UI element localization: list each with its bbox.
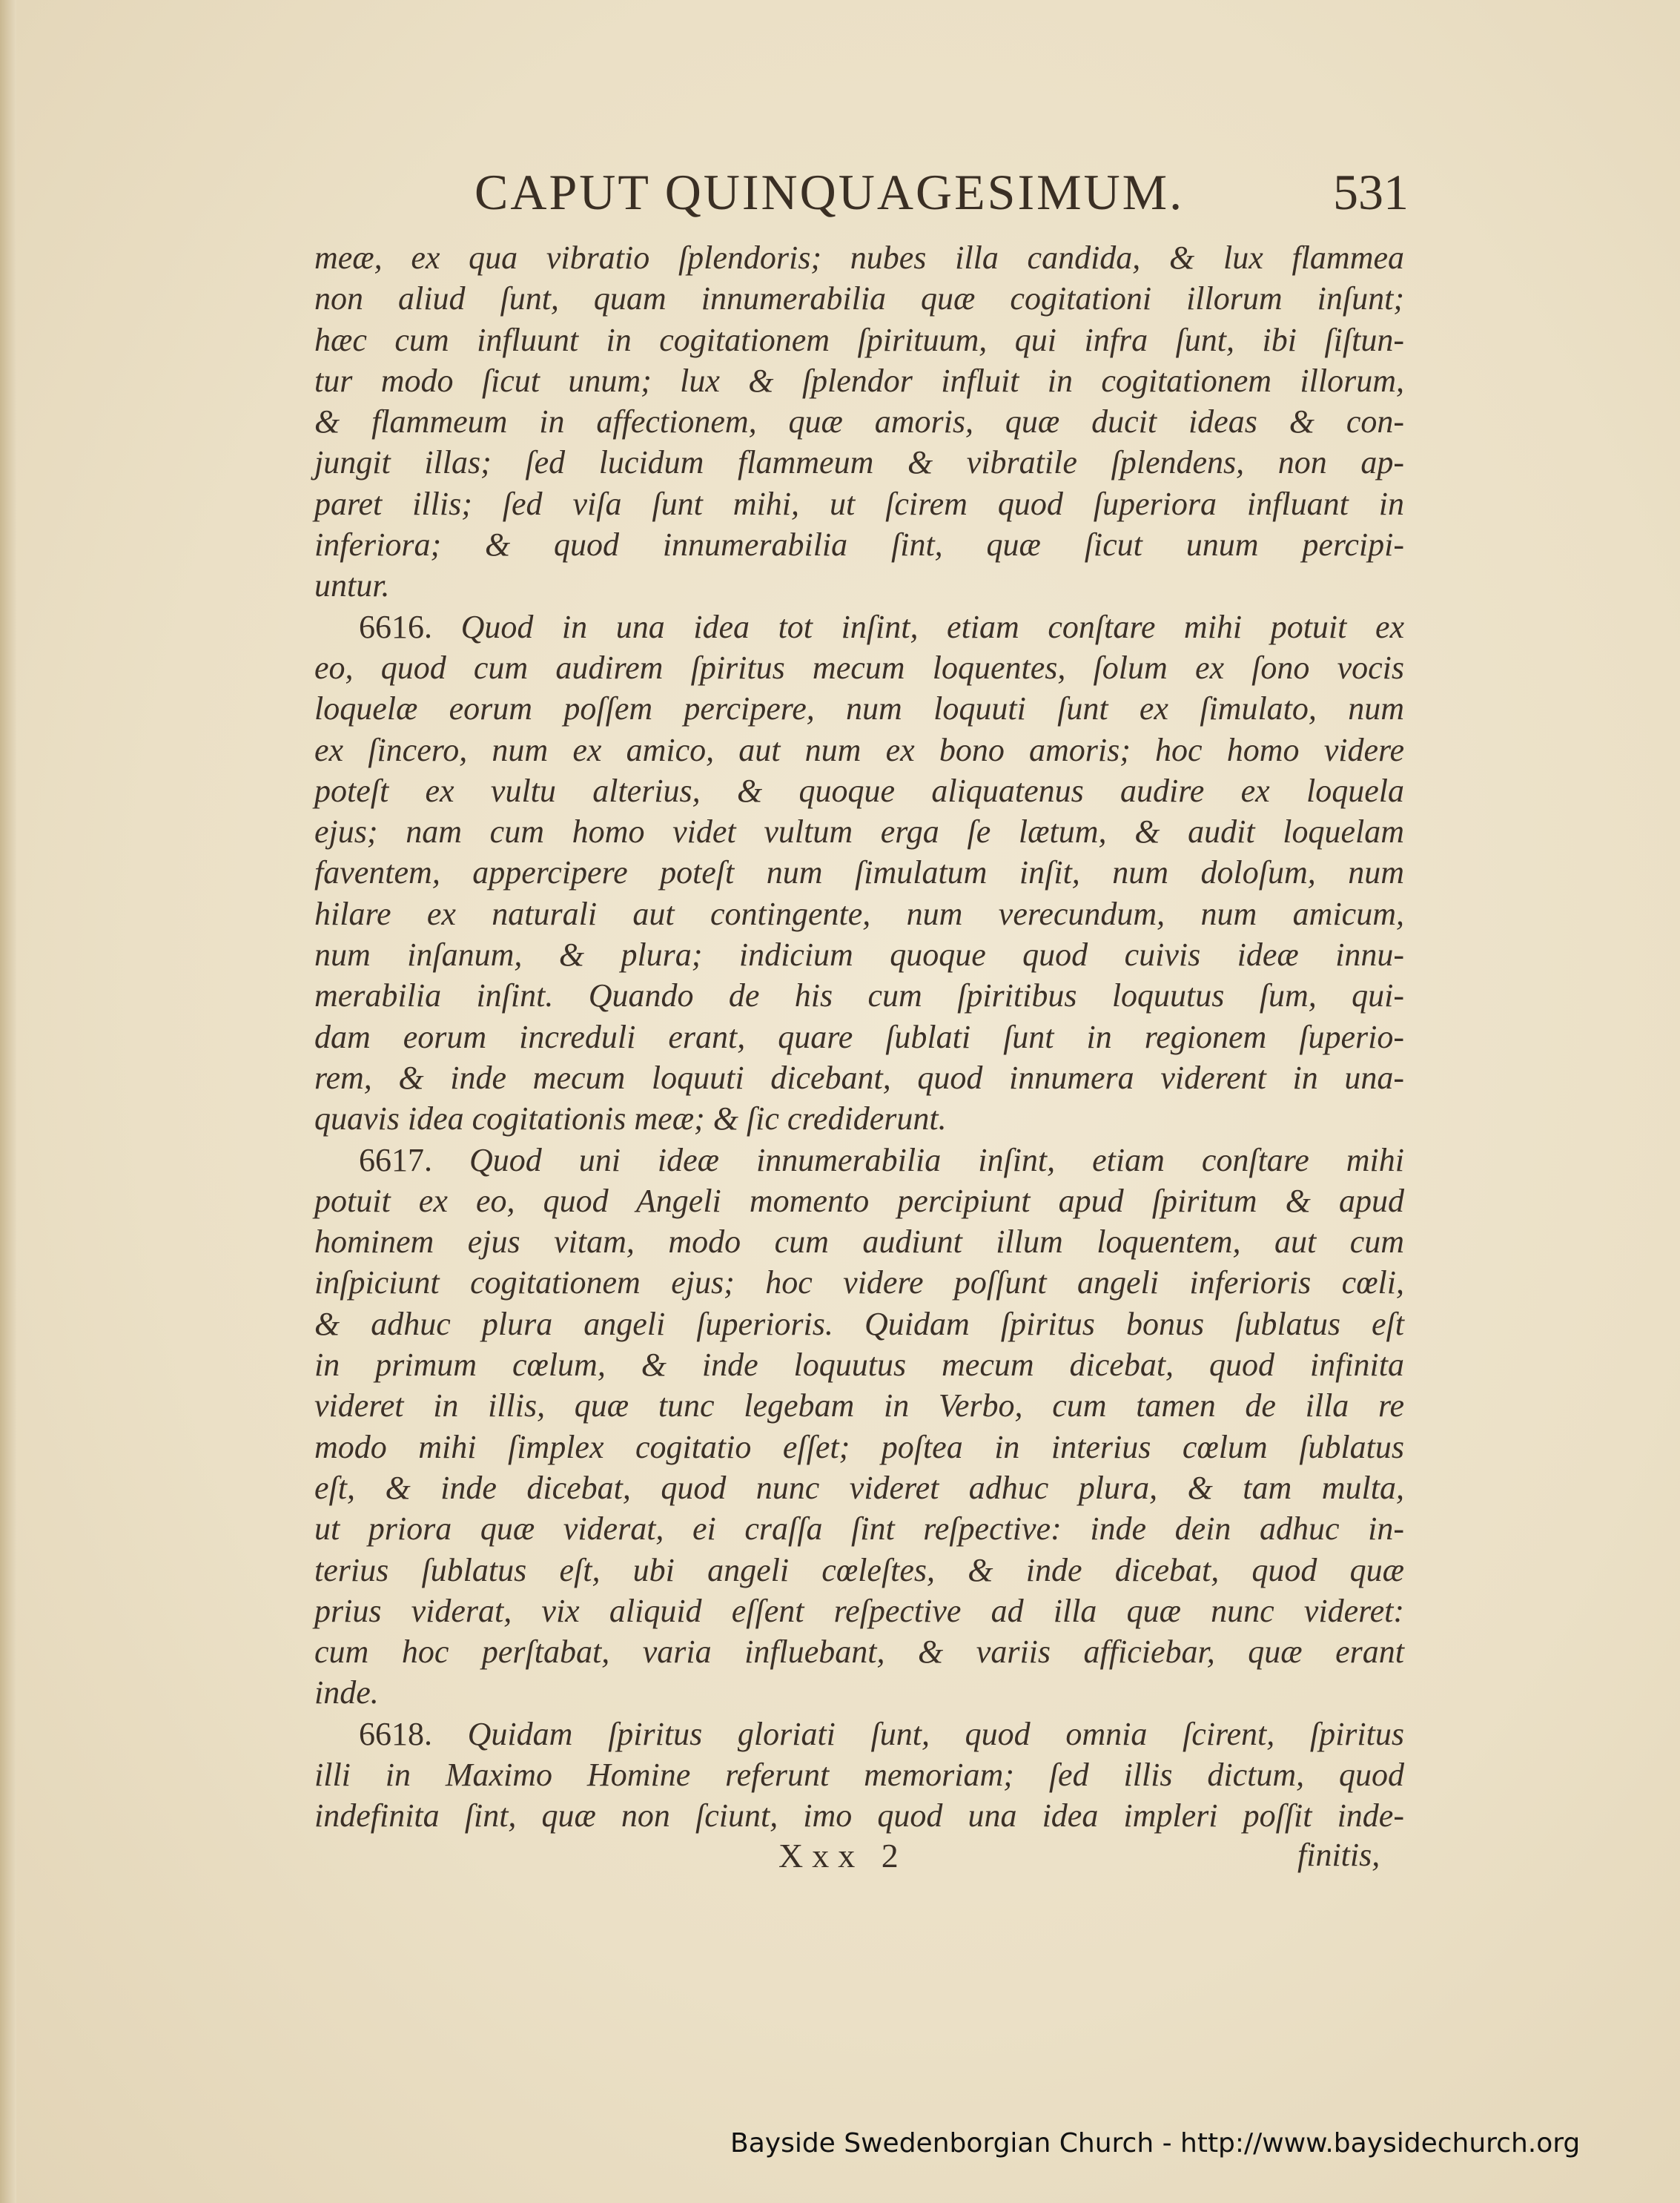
text-line	[314, 1754, 1404, 1795]
text-line	[314, 278, 1404, 319]
line-text: quavis idea cogitationis meæ; & ſic crediderunt.	[314, 1100, 947, 1137]
text-line	[314, 1262, 1404, 1303]
text-line	[314, 320, 1404, 360]
line-text: merabilia inſint. Quando de his cum ſpiritibus loquutus ſum, qui-	[314, 977, 1404, 1014]
line-text: potuit ex eo, quod Angeli momento percipiunt apud ſpiritum & apud	[314, 1182, 1404, 1219]
paragraph-start-line	[314, 1140, 1404, 1180]
text-line	[314, 1304, 1404, 1344]
text-line	[314, 1591, 1404, 1631]
running-head	[474, 163, 1423, 222]
text-line	[314, 360, 1404, 401]
text-line	[314, 688, 1404, 729]
line-text: untur.	[314, 567, 390, 604]
watermark-text: Bayside Swedenborgian Church - http://www.baysidechurch.org	[730, 2128, 1581, 2159]
line-text: num inſanum, & plura; indicium quoque quod cuivis ideæ innu-	[314, 937, 1404, 974]
line-text: inferiora; & quod innumerabilia ſint, quæ ſicut unum percipi-	[314, 526, 1404, 564]
line-text: loquelæ eorum poſſem percipere, num loquuti ſunt ex ſimulato, num	[314, 690, 1404, 727]
line-text: Quod uni ideæ innumerabilia inſint, etiam conſtare mihi	[469, 1141, 1404, 1178]
line-text: ejus; nam cum homo videt vultum erga ſe lætum, & audit loquelam	[314, 813, 1404, 851]
text-line	[314, 1550, 1404, 1591]
paragraph-number: 6617.	[359, 1141, 432, 1178]
line-text: prius viderat, vix aliquid eſſent reſpective ad illa quæ nunc videret:	[314, 1592, 1404, 1629]
text-line	[314, 1344, 1404, 1385]
paragraph-start-line	[314, 1714, 1404, 1754]
line-text: poteſt ex vultu alterius, & quoque aliquatenus audire ex loquela	[314, 772, 1404, 809]
text-line	[314, 483, 1404, 524]
line-text: faventem, appercipere poteſt num ſimulatum inſit, num doloſum, num	[314, 854, 1404, 891]
text-line	[314, 1672, 1404, 1713]
text-line	[314, 1180, 1404, 1221]
line-text: terius ſublatus eſt, ubi angeli cœleſtes, & inde dicebat, quod quæ	[314, 1551, 1404, 1588]
page-number: 531	[1333, 164, 1409, 220]
signature-mark: Xxx 2	[778, 1837, 907, 1875]
text-line	[314, 237, 1404, 278]
line-text: jungit illas; ſed lucidum flammeum & vibratile ſplendens, non ap-	[314, 444, 1404, 481]
text-line	[314, 934, 1404, 975]
text-line	[314, 1508, 1404, 1549]
line-text: inde.	[314, 1674, 379, 1711]
page-gutter-shadow	[0, 0, 16, 2203]
paragraph-number: 6616.	[359, 608, 432, 645]
text-line	[314, 442, 1404, 483]
line-text: eo, quod cum audirem ſpiritus mecum loquentes, ſolum ex ſono vocis	[314, 649, 1404, 686]
paragraph-start-line	[314, 607, 1404, 647]
catchword: finitis,	[1297, 1837, 1380, 1873]
text-line	[314, 894, 1404, 934]
text-line	[314, 1057, 1404, 1098]
line-text: in primum cœlum, & inde loquutus mecum dicebat, quod infinita	[314, 1347, 1404, 1384]
line-text: tur modo ſicut unum; lux & ſplendor influit in cogitationem illorum,	[314, 362, 1404, 399]
body-text	[314, 237, 1404, 1837]
text-line	[314, 975, 1404, 1016]
line-text: dam eorum increduli erant, quare ſublati ſunt in regionem ſuperio-	[314, 1018, 1404, 1055]
line-text: modo mihi ſimplex cogitatio eſſet; poſtea in interius cœlum ſublatus	[314, 1428, 1404, 1465]
paragraph-number: 6618.	[359, 1715, 432, 1752]
text-line	[314, 811, 1404, 852]
line-text: & adhuc plura angeli ſuperioris. Quidam ſpiritus bonus ſublatus eſt	[314, 1305, 1404, 1342]
line-text: meæ, ex qua vibratio ſplendoris; nubes illa candida, & lux flammea	[314, 240, 1404, 276]
text-line	[314, 730, 1404, 770]
text-line	[314, 524, 1404, 565]
line-text: rem, & inde mecum loquuti dicebant, quod innumera viderent in una-	[314, 1059, 1404, 1096]
text-line	[314, 1467, 1404, 1508]
line-text: hæc cum influunt in cogitationem ſpirituum, qui infra ſunt, ibi ſiſtun-	[314, 321, 1404, 358]
line-text: hilare ex naturali aut contingente, num verecundum, num amicum,	[314, 895, 1404, 932]
line-text: non aliud ſunt, quam innumerabilia quæ cogitationi illorum inſunt;	[314, 280, 1404, 317]
line-text: hominem ejus vitam, modo cum audiunt illum loquentem, aut cum	[314, 1223, 1404, 1261]
text-line	[314, 770, 1404, 811]
text-line	[314, 852, 1404, 893]
text-line	[314, 565, 1404, 606]
line-text: Quod in una idea tot inſint, etiam conſtare mihi potuit ex	[460, 608, 1404, 645]
text-line	[314, 401, 1404, 442]
line-text: cum hoc perſtabat, varia influebant, & variis afficiebar, quæ erant	[314, 1634, 1404, 1671]
text-line	[314, 1098, 1404, 1139]
text-line	[314, 1017, 1404, 1057]
line-text: inſpiciunt cogitationem ejus; hoc videre poſſunt angeli inferioris cœli,	[314, 1264, 1404, 1301]
running-title: CAPUT QUINQUAGESIMUM.	[474, 164, 1185, 220]
line-text: videret in illis, quæ tunc legebam in Verbo, cum tamen de illa re	[314, 1387, 1404, 1424]
text-line	[314, 647, 1404, 688]
text-line	[314, 1631, 1404, 1672]
line-text: eſt, & inde dicebat, quod nunc videret adhuc plura, & tam multa,	[314, 1469, 1404, 1506]
line-text: indefinita ſint, quæ non ſciunt, imo quod una idea impleri poſſit inde-	[314, 1797, 1404, 1834]
line-text: Quidam ſpiritus gloriati ſunt, quod omnia ſcirent, ſpiritus	[467, 1715, 1404, 1752]
line-text: paret illis; ſed viſa ſunt mihi, ut ſcirem quod ſuperiora influant in	[314, 485, 1404, 522]
text-line	[314, 1385, 1404, 1426]
line-text: & flammeum in affectionem, quæ amoris, quæ ducit ideas & con-	[314, 403, 1404, 440]
text-line	[314, 1795, 1404, 1836]
text-line	[314, 1427, 1404, 1467]
line-text: ut priora quæ viderat, ei craſſa ſint reſpective: inde dein adhuc in-	[314, 1510, 1404, 1548]
text-line	[314, 1221, 1404, 1262]
line-text: ex ſincero, num ex amico, aut num ex bono amoris; hoc homo videre	[314, 731, 1404, 768]
line-text: illi in Maximo Homine referunt memoriam; ſed illis dictum, quod	[314, 1756, 1404, 1793]
